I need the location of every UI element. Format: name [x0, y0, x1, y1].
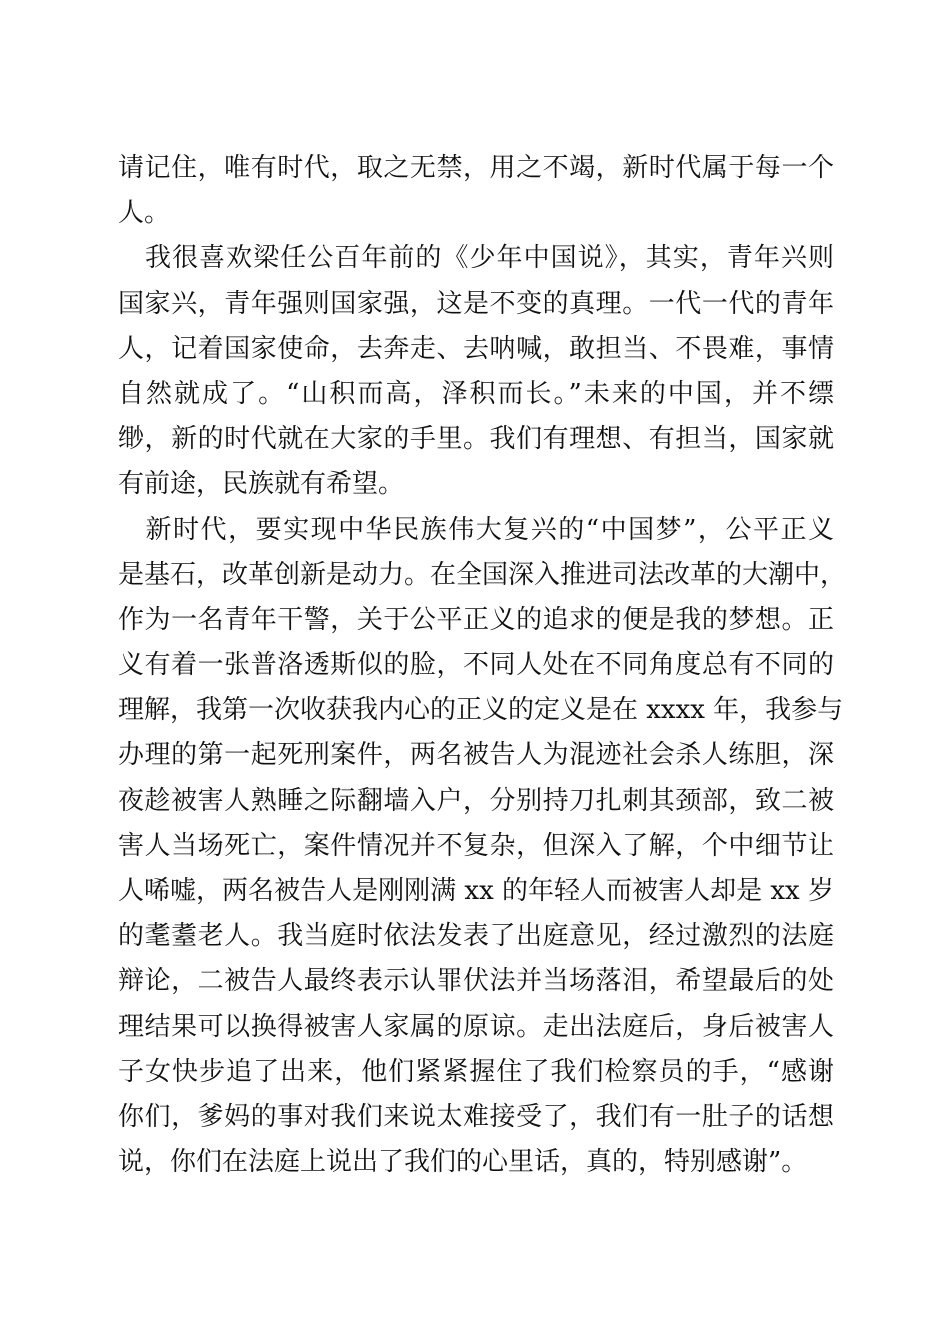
text-line: 国家兴，青年强则国家强，这是不变的真理。一代一代的青年	[118, 288, 834, 319]
text-line: 缈，新的时代就在大家的手里。我们有理想、有担当，国家就	[118, 424, 834, 455]
text-line: 害人当场死亡，案件情况并不复杂，但深入了解，个中细节让	[118, 830, 834, 861]
text-line: 的耄耋老人。我当庭时依法发表了出庭意见，经过激烈的法庭	[118, 921, 834, 952]
text-line: 办理的第一起死刑案件，两名被告人为混迹社会杀人练胆，深	[118, 740, 834, 771]
text-line: 你们，爹妈的事对我们来说太难接受了，我们有一肚子的话想	[118, 1101, 834, 1132]
paragraph-first-line: 我很喜欢梁任公百年前的《少年中国说》，其实，青年兴则	[118, 243, 834, 274]
document-body	[118, 146, 847, 1185]
text-line: 请记住，唯有时代，取之无禁，用之不竭，新时代属于每一个	[118, 153, 834, 183]
text-line: 辩论，二被告人最终表示认罪伏法并当场落泪，希望最后的处	[118, 966, 834, 997]
text-line: 义有着一张普洛透斯似的脸，不同人处在不同角度总有不同的	[118, 650, 834, 681]
text-line: 人，记着国家使命，去奔走、去呐喊，敢担当、不畏难，事情	[118, 333, 834, 364]
text-line: 是基石，改革创新是动力。在全国深入推进司法改革的大潮中，	[118, 559, 847, 590]
text-line: 有前途，民族就有希望。	[118, 469, 405, 500]
text-line: 理解，我第一次收获我内心的正义的定义是在 xxxx 年，我参与	[118, 695, 844, 726]
text-line: 子女快步追了出来，他们紧紧握住了我们检察员的手，“感谢	[118, 1056, 834, 1087]
text-line: 自然就成了。“山积而高，泽积而长。”未来的中国，并不缥	[118, 378, 834, 409]
text-line: 说，你们在法庭上说出了我们的心里话，真的，特别感谢”。	[118, 1147, 808, 1178]
paragraph-first-line: 新时代，要实现中华民族伟大复兴的“中国梦”，公平正义	[118, 514, 834, 545]
text-line: 理结果可以换得被害人家属的原谅。走出法庭后，身后被害人	[118, 1011, 834, 1042]
text-line: 作为一名青年干警，关于公平正义的追求的便是我的梦想。正	[118, 604, 834, 635]
text-line: 夜趁被害人熟睡之际翻墙入户，分别持刀扎刺其颈部，致二被	[118, 785, 834, 816]
text-line: 人。	[118, 198, 171, 229]
text-line: 人唏嘘，两名被告人是刚刚满 xx 的年轻人而被害人却是 xx 岁	[118, 876, 834, 906]
